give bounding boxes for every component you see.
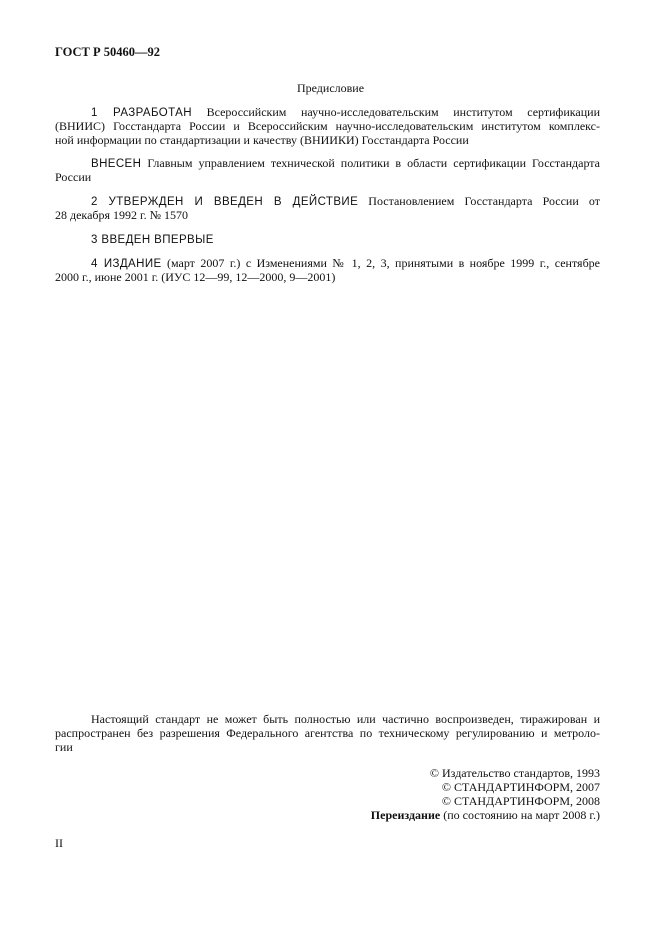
- paragraph-edition: 4 ИЗДАНИЕ (март 2007 г.) с Изменениями № 1, 2, 3, принятыми в ноябре 1999 г., сентябре 2000 г., июне 2001 г. (ИУС 12—99, 12—2000, 9—2001): [55, 256, 600, 284]
- copyright-notice: Настоящий стандарт не может быть полностью или частично воспроизведен, тиражирован и распространен без разрешения Федерального агентства по техническому регулированию и метроло- гии: [55, 712, 600, 754]
- section-title: Предисловие: [296, 81, 365, 95]
- paragraph-developed: 1 РАЗРАБОТАН Всероссийским научно-исследовательским институтом сертификации (ВНИИС) Госстандарта России и Всероссийским научно-исследовательским институтом комплекс- ной информации по стандартизации и качеству (ВНИИКИ) Госстандарта России: [55, 105, 600, 147]
- reprint-line: Переиздание (по состоянию на март 2008 г.): [370, 808, 600, 822]
- copyright-line: © СТАНДАРТИНФОРМ, 2007: [441, 780, 600, 794]
- paragraph-first-introduced: 3 ВВЕДЕН ВПЕРВЫЕ: [91, 234, 214, 246]
- copyright-line: © Издательство стандартов, 1993: [429, 766, 600, 780]
- page-number: II: [55, 836, 63, 850]
- paragraph-introduced: ВНЕСЕН Главным управлением технической политики в области сертификации Госстандарта России: [55, 156, 600, 184]
- copyright-line: © СТАНДАРТИНФОРМ, 2008: [441, 794, 600, 808]
- paragraph-approved: 2 УТВЕРЖДЕН И ВВЕДЕН В ДЕЙСТВИЕ Постановлением Госстандарта России от 28 декабря 1992 г. № 1570: [55, 194, 600, 222]
- copyright-block: [55, 766, 600, 822]
- document-header: ГОСТ Р 50460—92: [55, 45, 161, 59]
